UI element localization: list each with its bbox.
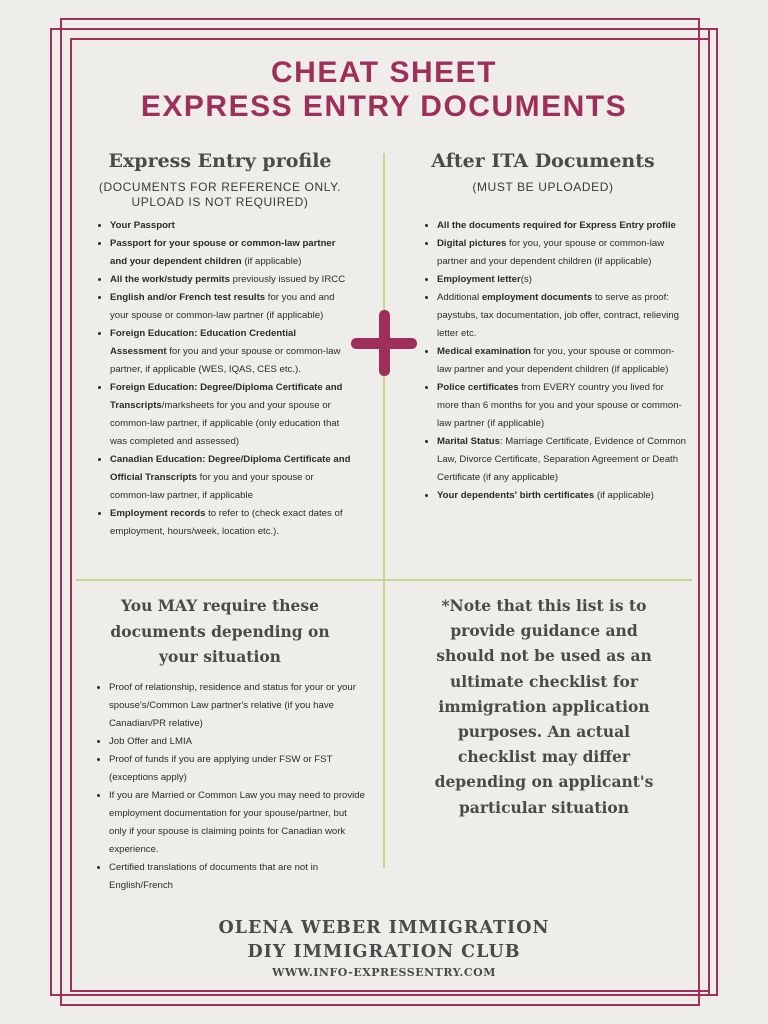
list-item-bold-text: English and/or French test results (110, 292, 266, 303)
list-item (110, 379, 352, 451)
list-item-text: previously issued by IRCC (229, 274, 346, 285)
list-item-text: for you, your spouse or common-law partner and your dependent children (if applicable) (437, 346, 675, 375)
profile-heading: Express Entry profile (108, 150, 332, 172)
note-line: immigration application (438, 696, 650, 716)
list-item-bold-text: Passport for your spouse or common-law partner and your dependent children (110, 238, 336, 267)
list-item-bold-text: Marital Status (437, 436, 500, 447)
ita-document-list (420, 217, 687, 505)
list-item-bold-text: All the work/study permits (110, 274, 230, 285)
list-item-text: to refer to (check exact dates of employment, hours/week, location etc.). (110, 508, 343, 537)
list-item-text: (s) (520, 274, 532, 285)
page-subtitle: EXPRESS ENTRY DOCUMENTS (140, 90, 628, 123)
list-item: • Proof of relationship, residence and status for your or your spouse's/Common Law partner's relative (if you have Canadian/PR relative) (109, 679, 367, 733)
ita-heading: After ITA Documents (431, 150, 655, 172)
horizontal-divider (76, 579, 692, 581)
list-item-text: : Marriage Certificate, Evidence of Common Law, Divorce Certificate, Separation Agreement or Death Certificate (if any applicable) (437, 436, 687, 483)
list-item (437, 235, 687, 271)
list-item (437, 379, 687, 433)
list-item-text: for you and and your spouse or common-law partner (if applicable) (110, 292, 335, 321)
list-item: • Certified translations of documents that are not in English/French (109, 859, 367, 895)
list-item: • Proof of funds if you are applying under FSW or FST (exceptions apply) (109, 751, 367, 787)
list-item-bold-text: Foreign Education: Education Credential Assessment (110, 328, 297, 357)
list-item-bold-text: All the documents required for Express Entry profile (437, 220, 676, 231)
list-item-text: /marksheets for you and your spouse or common-law partner, if applicable (only education that was completed and assessed) (110, 400, 340, 447)
list-item-bold-text: Employment records (110, 508, 206, 519)
list-item-bold-text: Canadian Education: Degree/Diploma Certificate and Official Transcripts (110, 454, 351, 483)
list-item (437, 487, 687, 505)
list-item-text: Additional (437, 292, 482, 303)
situation-heading: You MAY require these documents depending on your situation (110, 596, 330, 666)
footer-company: OLENA WEBER IMMIGRATION (218, 918, 550, 938)
profile-subheading-1: (DOCUMENTS FOR REFERENCE ONLY. (98, 180, 342, 194)
note-line: checklist may differ (457, 747, 631, 767)
note-line: particular situation (458, 797, 630, 817)
note-line: ultimate checklist for (449, 671, 639, 691)
list-item (437, 433, 687, 487)
list-item-bold-text: Employment letter (437, 274, 521, 285)
profile-document-list (93, 217, 352, 541)
list-item (110, 235, 352, 271)
list-item-bold-text: Medical examination (437, 346, 531, 357)
list-item-text: for you and your spouse or common-law partner, if applicable (WES, IQAS, CES etc.). (110, 346, 341, 375)
footer-website-link[interactable]: WWW.INFO-EXPRESSENTRY.COM (272, 966, 496, 979)
list-item-bold-text: Your dependents' birth certificates (437, 490, 595, 501)
note-line: depending on applicant's (434, 772, 654, 792)
footer-club: DIY IMMIGRATION CLUB (247, 942, 521, 962)
note-line: purposes. An actual (457, 722, 631, 742)
note-line: *Note that this list is to (441, 596, 647, 615)
list-item (437, 289, 687, 343)
list-item-text: for you and your spouse or common-law partner, if applicable (110, 472, 314, 501)
note-line: should not be used as an (436, 646, 652, 666)
vertical-divider (383, 153, 385, 868)
list-item-text: (if applicable) (241, 256, 302, 267)
list-item (110, 271, 352, 289)
list-item: • Job Offer and LMIA (109, 733, 367, 751)
list-item (110, 217, 352, 235)
list-item (110, 289, 352, 325)
list-item: • If you are Married or Common Law you may need to provide employment documentation for your spouse/partner, but only if your spouse is claiming points for Canadian work experience. (109, 787, 367, 859)
list-item-bold-text: Digital pictures (437, 238, 507, 249)
list-item-text: from EVERY country you lived for more than 6 months for you and your spouse or common-law partner (if applicable) (437, 382, 682, 429)
list-item-text: to serve as proof: paystubs, tax documentation, job offer, contract, relieving letter etc. (437, 292, 679, 339)
list-item-bold-text: employment documents (481, 292, 593, 303)
list-item (110, 325, 352, 379)
list-item-text: for you, your spouse or common-law partner and your dependent children (if applicable) (437, 238, 665, 267)
situation-document-list (92, 679, 367, 895)
page-title: CHEAT SHEET (271, 56, 497, 89)
ita-subheading: (MUST BE UPLOADED) (472, 180, 614, 194)
profile-subheading-2: UPLOAD IS NOT REQUIRED) (131, 195, 309, 209)
list-item-bold-text: Police certificates (437, 382, 519, 393)
list-item (437, 271, 687, 289)
note-line: provide guidance and (450, 621, 638, 641)
list-item (437, 217, 687, 235)
list-item-bold-text: Your Passport (110, 220, 175, 231)
list-item (110, 451, 352, 505)
plus-icon (351, 310, 417, 376)
list-item-bold-text: Foreign Education: Degree/Diploma Certificate and Transcripts (110, 382, 343, 411)
guidance-note (408, 593, 680, 820)
list-item-text: (if applicable) (594, 490, 654, 501)
list-item (437, 343, 687, 379)
list-item (110, 505, 352, 541)
